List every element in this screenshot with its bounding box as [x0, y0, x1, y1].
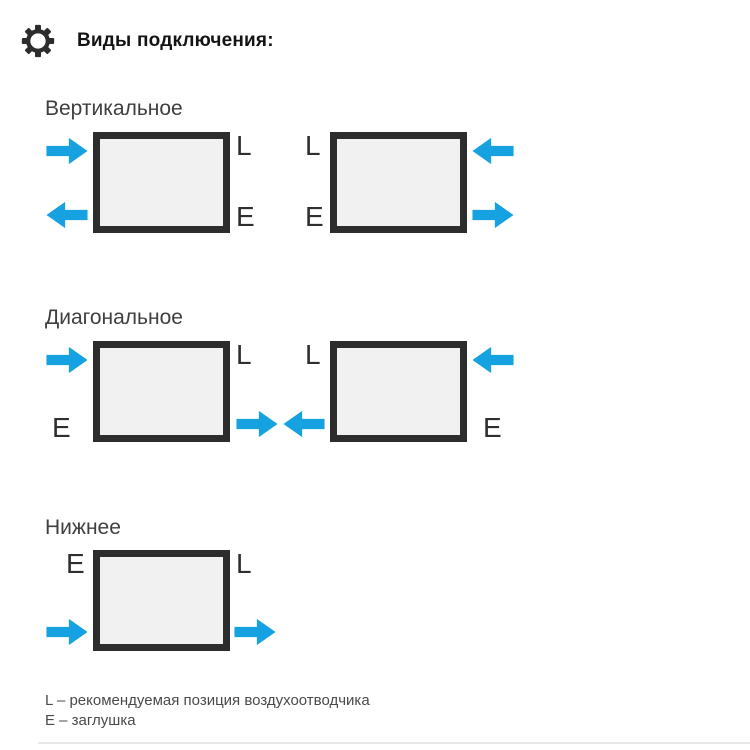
arrow-right-icon	[46, 137, 88, 165]
corner-label: L	[236, 339, 252, 370]
bottom-divider	[38, 742, 750, 744]
legend-line-e: E – заглушка	[45, 712, 136, 729]
page-title: Виды подключения:	[77, 30, 274, 51]
corner-label: E	[236, 201, 255, 232]
section-title-vertical: Вертикальное	[45, 97, 183, 120]
radiator-box	[93, 341, 230, 442]
corner-label: E	[305, 201, 324, 232]
arrow-right-icon	[46, 346, 88, 374]
radiator-box	[93, 132, 230, 233]
radiator-box	[93, 550, 230, 651]
arrow-right-icon	[236, 410, 278, 438]
arrow-left-icon	[472, 346, 514, 374]
section-title-bottom: Нижнее	[45, 516, 121, 539]
arrow-right-icon	[46, 618, 88, 646]
arrow-left-icon	[283, 410, 325, 438]
gear-icon	[21, 24, 55, 58]
corner-label: E	[483, 412, 502, 443]
arrow-right-icon	[472, 201, 514, 229]
corner-label: L	[236, 548, 252, 579]
arrow-left-icon	[472, 137, 514, 165]
radiator-box	[330, 132, 467, 233]
corner-label: L	[305, 130, 321, 161]
arrow-right-icon	[234, 618, 276, 646]
arrow-left-icon	[46, 201, 88, 229]
legend-line-l: L – рекомендуемая позиция воздухоотводчика	[45, 692, 370, 709]
corner-label: L	[305, 339, 321, 370]
corner-label: L	[236, 130, 252, 161]
corner-label: E	[66, 548, 85, 579]
section-title-diagonal: Диагональное	[45, 306, 183, 329]
radiator-box	[330, 341, 467, 442]
header	[21, 24, 274, 58]
corner-label: E	[52, 412, 71, 443]
